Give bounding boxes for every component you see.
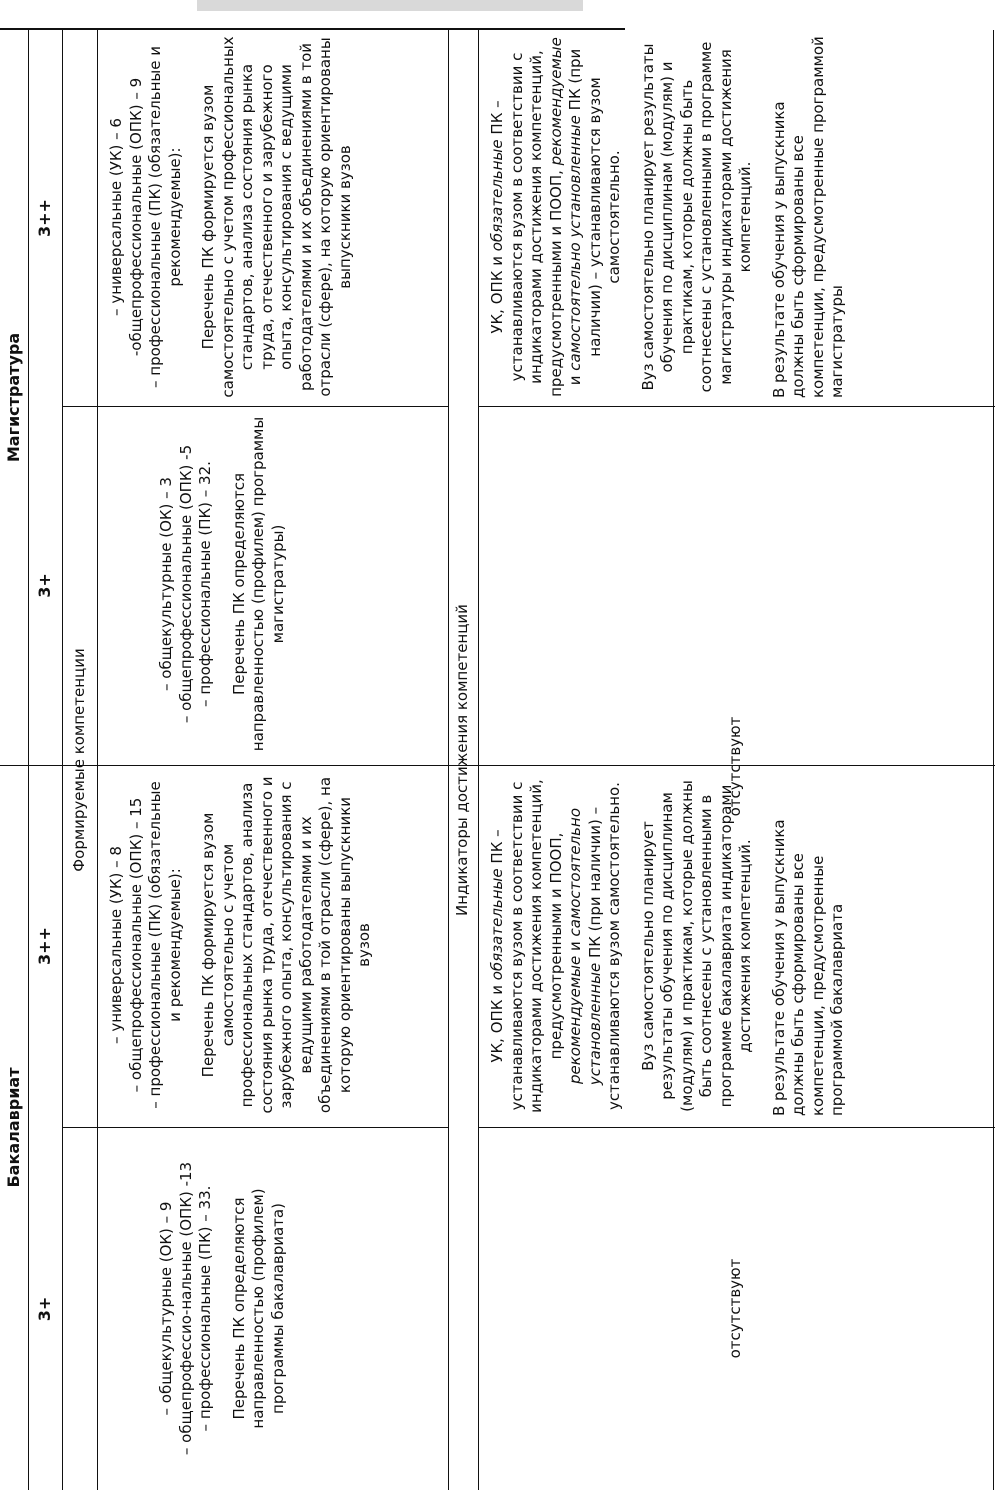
header-master-fgos3p — [28, 406, 62, 765]
col-fgos3pp-label-master: 3++ — [35, 199, 55, 237]
header-master-label: Магистратура — [4, 332, 24, 463]
col-fgos3p-label: 3+ — [35, 1296, 55, 1322]
cell-bachelor-fgos3p-competencies — [97, 1137, 448, 1480]
header-bachelor — [0, 765, 28, 1490]
competency-line: -общепрофессиональные (ОПК) – 9 — [126, 77, 145, 357]
indicators-absent: отсутствуют — [725, 716, 744, 817]
cell-master-fgos3p-competencies — [97, 408, 448, 760]
header-master-fgos3pp — [28, 30, 62, 406]
competency-line: – универсальные (УК) – 8 — [107, 846, 125, 1044]
col-fgos3p-label-master: 3+ — [35, 573, 55, 598]
section-indicators — [448, 30, 478, 1490]
cell-master-fgos3pp-indicators — [478, 32, 993, 402]
indicators-absent: отсутствуют — [725, 1258, 744, 1359]
header-bachelor-label: Бакалавриат — [4, 1067, 24, 1188]
indicator-paragraph-3: В результате обучения у выпускника должны быть сформированы все компетенции, предусмотренные программой бакалавриата — [769, 819, 846, 1116]
cell-master-fgos3p-indicators — [478, 406, 993, 1127]
competency-note: Перечень ПК формируется вузом самостоятельно с учетом профессиональных стандартов, анализа состояния рынка труда, отечественного и зарубежного опыта, консультирования с ведущими работодателями и их объединениями в той отрасли (сфере), на которую ориентированы выпускники вузов — [199, 776, 373, 1114]
competency-line: – универсальные (УК) – 6 — [107, 118, 125, 316]
scrollbar-thumb[interactable] — [197, 0, 583, 11]
competency-line: – профессиональные (ПК) (обязательные и рекомендуемые): — [146, 46, 184, 388]
competency-note: Перечень ПК формируется вузом самостоятельно с учетом профессиональных стандартов, анализа состояния рынка труда, отечественного и зарубежного опыта, консультирования с ведущими работодателями и их объединениями в той отрасли (сфере), на которую ориентированы выпускники вузов — [199, 36, 354, 398]
section-competencies-label: Формируемые компетенции — [69, 648, 88, 872]
indicator-paragraph-2: Вуз самостоятельно планирует результаты обучения по дисциплинам (модулям) и практикам, которые должны быть соотнесены с установленными в программе бакалавриата индикаторами достижения компетенций. — [638, 780, 754, 1112]
section-competencies — [62, 30, 97, 1490]
cell-bachelor-fgos3p-indicators — [478, 1127, 993, 1490]
header-bachelor-fgos3p — [28, 1128, 62, 1490]
cell-master-fgos3pp-competencies — [97, 32, 448, 402]
indicator-paragraph-2: Вуз самостоятельно планирует результаты обучения по дисциплинам (модулям) и практикам, которые должны быть соотнесены с установленными в программе магистратуры индикаторами достижения компетенций. — [638, 41, 754, 393]
col-fgos3pp-label: 3++ — [35, 927, 55, 965]
competency-line: – профессиональные (ПК) – 33. — [196, 1185, 214, 1432]
competency-line: – профессиональные (ПК) – 32. — [196, 461, 214, 707]
competency-line: – общекультурные (ОК) – 9 — [157, 1201, 175, 1416]
indicator-paragraph-1: УК, ОПК и обязательные ПК – устанавливаются вузом в соответствии с индикаторами достижения компетенций, предусмотренными и ПООП, рекомендуемые и самостоятельно установленные ПК (при наличии) – устанавливаются вузом самостоятельно. — [488, 779, 623, 1113]
indicator-paragraph-1: УК, ОПК и обязательные ПК – устанавливаются вузом в соответствии с индикаторами достижения компетенций, предусмотренными и ПООП, рекомендуемые и самостоятельно установленные ПК (при наличии) – устанавливаются вузом самостоятельно. — [488, 37, 623, 397]
competency-note: Перечень ПК определяются направленностью (профилем) программы магистратуры) — [229, 416, 287, 752]
competency-line: – профессиональные (ПК) (обязательные и рекомендуемые): — [146, 781, 184, 1109]
competency-line: – общепрофессио-нальные (ОПК) -13 — [176, 1161, 195, 1456]
header-master — [0, 30, 28, 765]
competency-note: Перечень ПК определяются направленностью (профилем) программы бакалавриата) — [229, 1188, 287, 1429]
cell-bachelor-fgos3pp-competencies — [97, 770, 448, 1120]
competency-line: – общепрофессиональные (ОПК) -5 — [176, 444, 195, 724]
competency-line: – общекультурные (ОК) – 3 — [157, 477, 175, 691]
competency-line: – общепрофессиональные (ОПК) – 15 — [126, 797, 145, 1093]
header-bachelor-fgos3pp — [28, 765, 62, 1127]
indicator-paragraph-3: В результате обучения у выпускника должны быть сформированы все компетенции, предусмотренные программой магистратуры — [769, 36, 846, 398]
section-indicators-label: Индикаторы достижения компетенций — [453, 604, 472, 916]
